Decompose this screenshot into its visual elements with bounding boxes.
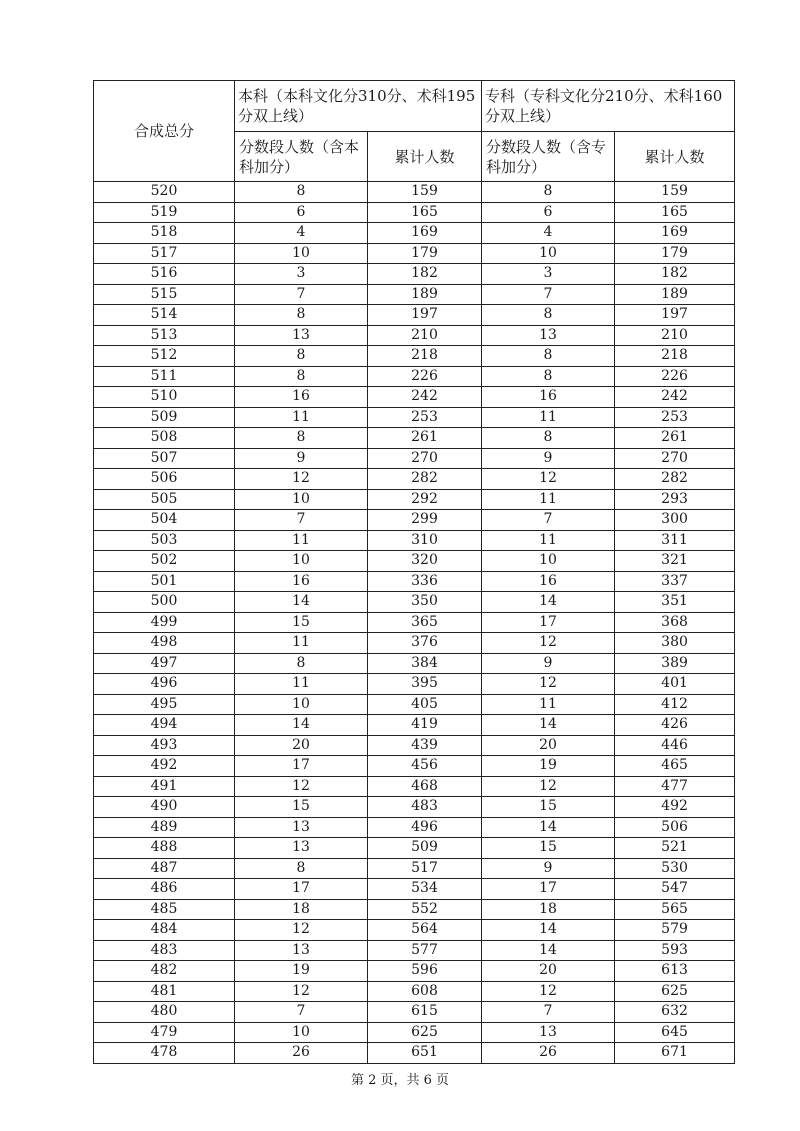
cell-total-score: 508 [94,428,235,449]
cell-total-score: 514 [94,305,235,326]
cell-zhuanke-segment: 17 [482,612,615,633]
cell-zhuanke-cumulative: 632 [615,1002,735,1023]
cell-zhuanke-cumulative: 625 [615,981,735,1002]
cell-benke-cumulative: 179 [368,243,482,264]
cell-benke-cumulative: 496 [368,817,482,838]
cell-benke-cumulative: 534 [368,879,482,900]
cell-benke-cumulative: 384 [368,653,482,674]
cell-total-score: 510 [94,387,235,408]
cell-benke-cumulative: 226 [368,366,482,387]
cell-total-score: 488 [94,838,235,859]
cell-benke-segment: 14 [235,592,368,613]
table-row [94,899,735,920]
cell-benke-cumulative: 270 [368,448,482,469]
cell-zhuanke-segment: 26 [482,1043,615,1064]
cell-benke-cumulative: 210 [368,325,482,346]
cell-benke-segment: 10 [235,489,368,510]
cell-zhuanke-segment: 14 [482,920,615,941]
cell-benke-cumulative: 350 [368,592,482,613]
cell-benke-segment: 26 [235,1043,368,1064]
cell-zhuanke-segment: 20 [482,961,615,982]
cell-total-score: 481 [94,981,235,1002]
cell-benke-cumulative: 577 [368,940,482,961]
table-row [94,838,735,859]
header-row-groups [94,81,735,132]
cell-benke-segment: 16 [235,571,368,592]
table-row [94,551,735,572]
cell-benke-cumulative: 468 [368,776,482,797]
cell-benke-segment: 10 [235,694,368,715]
table-row [94,940,735,961]
table-row [94,961,735,982]
table-row [94,407,735,428]
header-benke-cumulative: 累计人数 [368,132,482,182]
table-row [94,510,735,531]
cell-zhuanke-cumulative: 477 [615,776,735,797]
cell-benke-cumulative: 651 [368,1043,482,1064]
cell-zhuanke-cumulative: 261 [615,428,735,449]
table-row [94,489,735,510]
cell-zhuanke-cumulative: 210 [615,325,735,346]
cell-total-score: 505 [94,489,235,510]
cell-zhuanke-cumulative: 282 [615,469,735,490]
cell-zhuanke-cumulative: 182 [615,264,735,285]
cell-zhuanke-segment: 15 [482,797,615,818]
cell-zhuanke-cumulative: 401 [615,674,735,695]
cell-zhuanke-cumulative: 426 [615,715,735,736]
cell-total-score: 496 [94,674,235,695]
cell-zhuanke-segment: 16 [482,387,615,408]
cell-benke-segment: 13 [235,838,368,859]
cell-benke-segment: 8 [235,346,368,367]
cell-zhuanke-cumulative: 506 [615,817,735,838]
cell-benke-cumulative: 608 [368,981,482,1002]
cell-zhuanke-cumulative: 389 [615,653,735,674]
cell-zhuanke-segment: 15 [482,838,615,859]
cell-zhuanke-segment: 8 [482,366,615,387]
cell-benke-cumulative: 336 [368,571,482,592]
table-row [94,428,735,449]
cell-zhuanke-cumulative: 465 [615,756,735,777]
cell-benke-cumulative: 165 [368,202,482,223]
cell-total-score: 499 [94,612,235,633]
cell-benke-segment: 8 [235,858,368,879]
cell-zhuanke-cumulative: 189 [615,284,735,305]
header-zhuanke-cumulative: 累计人数 [615,132,735,182]
cell-zhuanke-segment: 9 [482,858,615,879]
cell-zhuanke-segment: 14 [482,715,615,736]
cell-benke-segment: 13 [235,817,368,838]
cell-benke-segment: 17 [235,756,368,777]
cell-total-score: 502 [94,551,235,572]
cell-benke-cumulative: 365 [368,612,482,633]
cell-benke-segment: 14 [235,715,368,736]
cell-benke-segment: 7 [235,284,368,305]
cell-benke-segment: 16 [235,387,368,408]
cell-total-score: 484 [94,920,235,941]
table-row [94,530,735,551]
table-header [94,81,735,182]
cell-zhuanke-cumulative: 218 [615,346,735,367]
score-distribution-table-container [93,80,734,1064]
cell-benke-cumulative: 310 [368,530,482,551]
cell-total-score: 497 [94,653,235,674]
cell-total-score: 506 [94,469,235,490]
cell-benke-cumulative: 625 [368,1022,482,1043]
cell-benke-segment: 11 [235,407,368,428]
cell-total-score: 500 [94,592,235,613]
cell-benke-segment: 12 [235,776,368,797]
cell-total-score: 507 [94,448,235,469]
cell-benke-cumulative: 261 [368,428,482,449]
cell-benke-cumulative: 189 [368,284,482,305]
table-row [94,223,735,244]
table-row [94,674,735,695]
cell-zhuanke-cumulative: 446 [615,735,735,756]
header-group-zhuanke: 专科（专科文化分210分、术科160分双上线） [482,81,735,132]
cell-benke-cumulative: 483 [368,797,482,818]
table-row [94,633,735,654]
cell-zhuanke-cumulative: 311 [615,530,735,551]
cell-zhuanke-cumulative: 645 [615,1022,735,1043]
cell-benke-segment: 10 [235,551,368,572]
table-row [94,694,735,715]
cell-zhuanke-cumulative: 321 [615,551,735,572]
cell-zhuanke-segment: 8 [482,346,615,367]
cell-benke-segment: 10 [235,243,368,264]
cell-total-score: 504 [94,510,235,531]
cell-zhuanke-cumulative: 165 [615,202,735,223]
table-row [94,387,735,408]
table-row [94,981,735,1002]
cell-zhuanke-cumulative: 530 [615,858,735,879]
table-row [94,817,735,838]
table-row [94,469,735,490]
cell-zhuanke-segment: 17 [482,879,615,900]
cell-zhuanke-segment: 7 [482,510,615,531]
cell-zhuanke-cumulative: 521 [615,838,735,859]
header-benke-segment-count: 分数段人数（含本科加分） [235,132,368,182]
cell-benke-segment: 4 [235,223,368,244]
cell-benke-cumulative: 182 [368,264,482,285]
cell-zhuanke-cumulative: 179 [615,243,735,264]
cell-zhuanke-cumulative: 293 [615,489,735,510]
cell-zhuanke-segment: 12 [482,674,615,695]
cell-benke-cumulative: 615 [368,1002,482,1023]
cell-total-score: 485 [94,899,235,920]
score-distribution-table [93,80,735,1064]
cell-zhuanke-cumulative: 565 [615,899,735,920]
cell-benke-segment: 12 [235,469,368,490]
table-row [94,448,735,469]
cell-total-score: 491 [94,776,235,797]
cell-zhuanke-cumulative: 159 [615,182,735,203]
cell-benke-cumulative: 253 [368,407,482,428]
cell-total-score: 479 [94,1022,235,1043]
cell-total-score: 516 [94,264,235,285]
cell-benke-segment: 12 [235,981,368,1002]
cell-zhuanke-cumulative: 380 [615,633,735,654]
cell-total-score: 512 [94,346,235,367]
cell-total-score: 482 [94,961,235,982]
cell-zhuanke-segment: 8 [482,182,615,203]
cell-zhuanke-segment: 13 [482,325,615,346]
cell-total-score: 520 [94,182,235,203]
table-row [94,346,735,367]
cell-zhuanke-segment: 14 [482,940,615,961]
cell-zhuanke-segment: 12 [482,981,615,1002]
cell-zhuanke-segment: 18 [482,899,615,920]
cell-benke-segment: 8 [235,182,368,203]
cell-benke-cumulative: 292 [368,489,482,510]
cell-benke-segment: 19 [235,961,368,982]
cell-zhuanke-segment: 12 [482,776,615,797]
cell-zhuanke-segment: 11 [482,489,615,510]
cell-benke-segment: 7 [235,1002,368,1023]
cell-benke-segment: 15 [235,612,368,633]
cell-benke-cumulative: 320 [368,551,482,572]
cell-benke-segment: 10 [235,1022,368,1043]
cell-total-score: 519 [94,202,235,223]
table-row [94,243,735,264]
cell-zhuanke-segment: 13 [482,1022,615,1043]
header-zhuanke-segment-count: 分数段人数（含专科加分） [482,132,615,182]
table-row [94,1022,735,1043]
cell-benke-segment: 11 [235,633,368,654]
cell-benke-cumulative: 552 [368,899,482,920]
cell-total-score: 509 [94,407,235,428]
cell-zhuanke-cumulative: 337 [615,571,735,592]
cell-zhuanke-segment: 12 [482,633,615,654]
table-row [94,202,735,223]
cell-zhuanke-segment: 10 [482,243,615,264]
cell-benke-segment: 8 [235,428,368,449]
cell-benke-cumulative: 419 [368,715,482,736]
table-row [94,735,735,756]
cell-zhuanke-cumulative: 226 [615,366,735,387]
cell-benke-segment: 8 [235,653,368,674]
cell-total-score: 515 [94,284,235,305]
table-row [94,879,735,900]
cell-zhuanke-cumulative: 253 [615,407,735,428]
cell-zhuanke-segment: 10 [482,551,615,572]
cell-zhuanke-segment: 3 [482,264,615,285]
cell-benke-cumulative: 159 [368,182,482,203]
cell-benke-segment: 13 [235,325,368,346]
cell-zhuanke-segment: 8 [482,305,615,326]
cell-benke-segment: 12 [235,920,368,941]
cell-zhuanke-cumulative: 671 [615,1043,735,1064]
table-row [94,1043,735,1064]
cell-zhuanke-cumulative: 351 [615,592,735,613]
cell-benke-cumulative: 218 [368,346,482,367]
table-row [94,715,735,736]
cell-total-score: 480 [94,1002,235,1023]
cell-total-score: 493 [94,735,235,756]
cell-zhuanke-cumulative: 270 [615,448,735,469]
table-row [94,920,735,941]
table-row [94,858,735,879]
cell-zhuanke-segment: 4 [482,223,615,244]
cell-benke-segment: 7 [235,510,368,531]
cell-total-score: 494 [94,715,235,736]
cell-zhuanke-cumulative: 169 [615,223,735,244]
header-total-score: 合成总分 [94,81,235,182]
cell-zhuanke-cumulative: 368 [615,612,735,633]
header-group-benke: 本科（本科文化分310分、术科195分双上线） [235,81,482,132]
cell-zhuanke-cumulative: 613 [615,961,735,982]
cell-zhuanke-segment: 11 [482,694,615,715]
cell-total-score: 501 [94,571,235,592]
cell-benke-cumulative: 405 [368,694,482,715]
table-row [94,592,735,613]
cell-benke-cumulative: 509 [368,838,482,859]
cell-zhuanke-cumulative: 579 [615,920,735,941]
cell-benke-cumulative: 197 [368,305,482,326]
table-body [94,182,735,1064]
cell-zhuanke-cumulative: 492 [615,797,735,818]
table-row [94,284,735,305]
cell-total-score: 511 [94,366,235,387]
cell-zhuanke-segment: 20 [482,735,615,756]
cell-benke-cumulative: 395 [368,674,482,695]
cell-benke-cumulative: 299 [368,510,482,531]
cell-zhuanke-segment: 7 [482,284,615,305]
cell-total-score: 498 [94,633,235,654]
cell-benke-segment: 9 [235,448,368,469]
cell-zhuanke-segment: 7 [482,1002,615,1023]
cell-benke-segment: 15 [235,797,368,818]
cell-zhuanke-segment: 9 [482,448,615,469]
cell-zhuanke-cumulative: 547 [615,879,735,900]
cell-total-score: 503 [94,530,235,551]
cell-total-score: 486 [94,879,235,900]
cell-total-score: 490 [94,797,235,818]
cell-benke-cumulative: 282 [368,469,482,490]
cell-total-score: 518 [94,223,235,244]
cell-total-score: 478 [94,1043,235,1064]
cell-benke-segment: 8 [235,305,368,326]
table-row [94,653,735,674]
cell-zhuanke-segment: 14 [482,817,615,838]
cell-benke-cumulative: 596 [368,961,482,982]
cell-zhuanke-segment: 14 [482,592,615,613]
cell-benke-cumulative: 564 [368,920,482,941]
cell-zhuanke-segment: 8 [482,428,615,449]
cell-zhuanke-cumulative: 197 [615,305,735,326]
cell-zhuanke-segment: 16 [482,571,615,592]
cell-zhuanke-cumulative: 593 [615,940,735,961]
cell-total-score: 489 [94,817,235,838]
cell-zhuanke-cumulative: 242 [615,387,735,408]
cell-benke-segment: 8 [235,366,368,387]
cell-benke-segment: 17 [235,879,368,900]
cell-benke-cumulative: 376 [368,633,482,654]
cell-benke-segment: 13 [235,940,368,961]
table-row [94,366,735,387]
table-row [94,797,735,818]
table-row [94,182,735,203]
table-row [94,776,735,797]
table-row [94,325,735,346]
cell-total-score: 517 [94,243,235,264]
table-row [94,305,735,326]
cell-zhuanke-segment: 11 [482,530,615,551]
cell-benke-cumulative: 242 [368,387,482,408]
table-row [94,264,735,285]
table-row [94,571,735,592]
cell-benke-segment: 18 [235,899,368,920]
cell-total-score: 483 [94,940,235,961]
cell-total-score: 495 [94,694,235,715]
cell-benke-segment: 11 [235,530,368,551]
cell-total-score: 492 [94,756,235,777]
cell-benke-cumulative: 439 [368,735,482,756]
cell-total-score: 487 [94,858,235,879]
table-row [94,756,735,777]
cell-benke-segment: 11 [235,674,368,695]
cell-zhuanke-cumulative: 300 [615,510,735,531]
table-row [94,612,735,633]
cell-zhuanke-cumulative: 412 [615,694,735,715]
cell-benke-segment: 20 [235,735,368,756]
cell-benke-segment: 6 [235,202,368,223]
cell-zhuanke-segment: 12 [482,469,615,490]
cell-zhuanke-segment: 19 [482,756,615,777]
cell-total-score: 513 [94,325,235,346]
cell-benke-cumulative: 169 [368,223,482,244]
cell-benke-segment: 3 [235,264,368,285]
cell-benke-cumulative: 517 [368,858,482,879]
cell-zhuanke-segment: 9 [482,653,615,674]
cell-zhuanke-segment: 11 [482,407,615,428]
page-indicator: 第 2 页，共 6 页 [350,1073,450,1088]
cell-zhuanke-segment: 6 [482,202,615,223]
table-row [94,1002,735,1023]
cell-benke-cumulative: 456 [368,756,482,777]
